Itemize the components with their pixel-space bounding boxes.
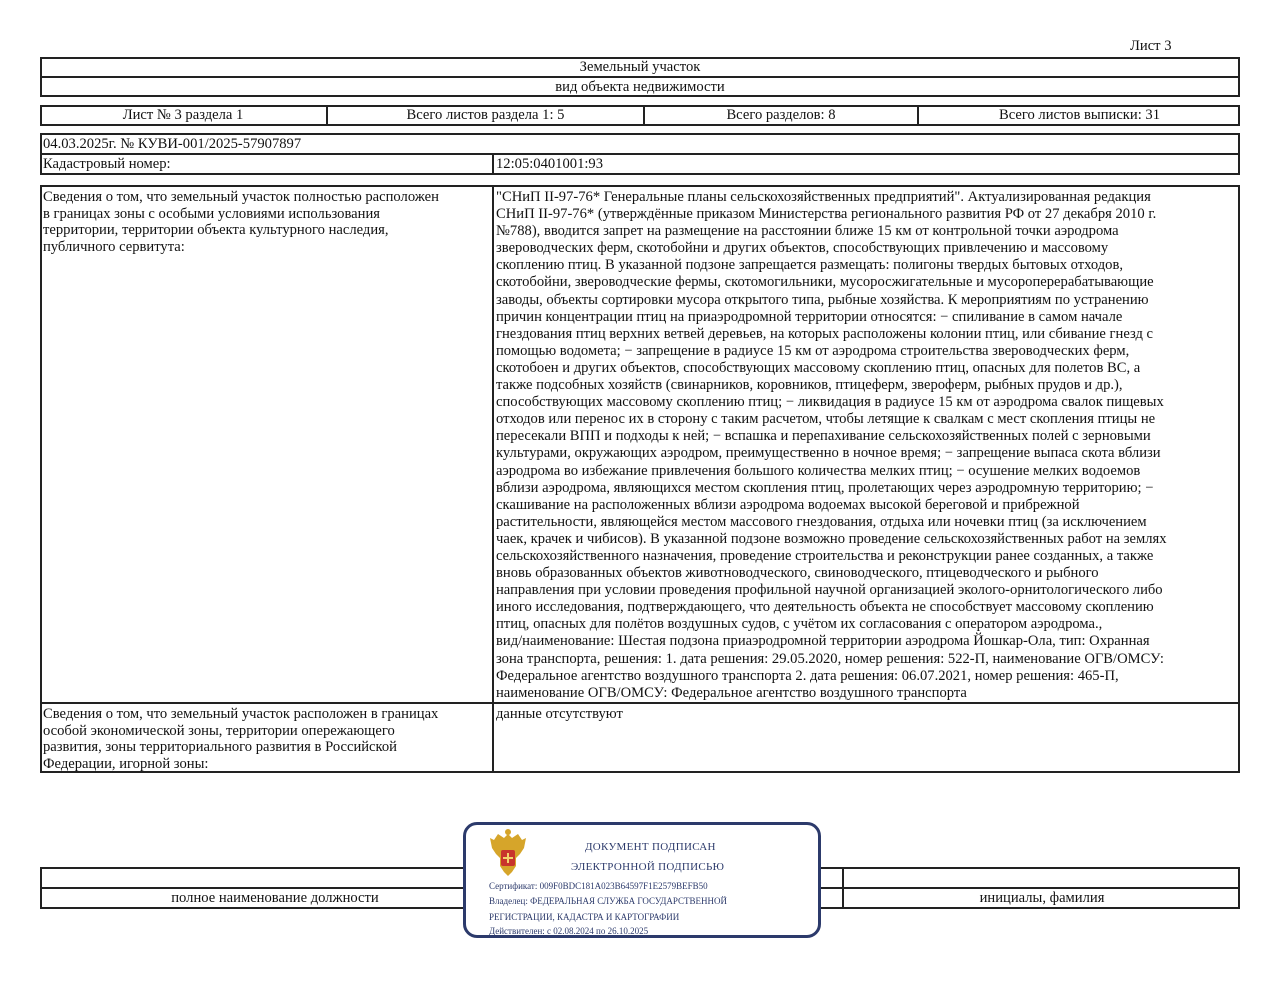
- stamp-owner-line-2: РЕГИСТРАЦИИ, КАДАСТРА И КАРТОГРАФИИ: [489, 912, 680, 922]
- zone-info-value: "СНиП II-97-76* Генеральные планы сельскохозяйственных предприятий". Актуализированная редакция СНиП II-97-76* (утверждённые приказом Министерства регионального развития РФ от 27 декабря 2010 г. №788), вводится запрет на размещение на расстоянии ближе 15 км от контрольной точки аэродрома звероводческих ферм, скотобойни и других объектов, способствующих привлечению и массовому скоплению птиц. В указанной подзоне запрещается размещать: полигоны твердых бытовых отходов, скотобойни, звероводческие фермы, скотомогильники, мусоросжигательные и мусороперерабатывающие заводы, объекты сортировки мусора открытого типа, рыбные хозяйства. К мероприятиям по устранению причин концентрации птиц на приаэродромной территории относятся: − спиливание в самом начале гнездования птиц верхних ветвей деревьев, на которых расположены колонии птиц, или сбивание гнезд с помощью водомета; − запрещение в радиусе 15 км от аэродрома строительства звероводческих ферм, скотобоен и других объектов, способствующих массовому скоплению птиц, опасных для полетов ВС, а также подсобных хозяйств (свинарников, коровников, птицеферм, звероферм, рыбных прудов и др.), способствующих массовому скоплению птиц; − ликвидация в радиусе 15 км от аэродрома свалок пищевых отходов или перенос их в сторону с таким расчетом, чтобы летящие к свалкам с мест скопления птицы не пересекали ВПП и подходы к ней; − вспашка и перепахивание сельскохозяйственных полей с зерновыми культурами, окружающих аэродром, преимущественно в ночное время; − запрещение выпаса скота вблизи аэродрома во избежание привлечения большого количества мелких птиц; − осушение мелких водоемов вблизи аэродрома, являющихся местом скопления птиц, пролетающих через аэродромную территорию; − скашивание на расположенных вблизи аэродрома водоемах высокой береговой и прибрежной растительности, являющейся местом массового гнездования, отдыха или ночевки птиц (за исключением чаек, крачек и чибисов). В указанной подзоне возможно проведение сельскохозяйственных работ на землях сельскохозяйственного назначения, проведение строительства и реконструкции ранее созданных, а также вновь образованных объектов животноводческого, свиноводческого, птицеводческого и рыбного направления при условии проведения профильной научной организацией эколого-орнитологического либо иного исследования, подтверждающего, что деятельность объекта не способствует массовому скоплению птиц, опасных для полётов воздушных судов, с учётом их согласования с оператором аэродрома., вид/наименование: Шестая подзона приаэродромной территории аэродрома Йошкар-Ола, тип: Охранная зона транспорта, решения: 1. дата решения: 29.05.2020, номер решения: 522-П, наименование ОГВ/ОМСУ: Федеральное агентство воздушного транспорта 2. дата решения: 06.07.2021, номер решения: 465-П, наименование ОГВ/ОМСУ: Федеральное агентство воздушного транспорта: [496, 189, 1167, 701]
- page-label: Лист 3: [1130, 38, 1172, 54]
- object-type-subtitle: вид объекта недвижимости: [555, 79, 725, 95]
- stamp-line-2: ЭЛЕКТРОННОЙ ПОДПИСЬЮ: [571, 861, 725, 873]
- sections-total: Всего разделов: 8: [726, 107, 836, 123]
- sheets-total: Всего листов выписки: 31: [998, 107, 1161, 123]
- stamp-validity: Действителен: с 02.08.2024 по 26.10.2025: [489, 926, 649, 936]
- electronic-signature-stamp: [463, 822, 821, 938]
- stamp-certificate: Сертификат: 009F0BDC181A023B64597F1E2579BEFB50: [489, 881, 708, 891]
- sheet-number: Лист № 3 раздела 1: [122, 107, 244, 123]
- double-headed-eagle-emblem-icon: [486, 828, 530, 878]
- stamp-owner-line-1: Владелец: ФЕДЕРАЛЬНАЯ СЛУЖБА ГОСУДАРСТВЕННОЙ: [489, 896, 728, 906]
- cadastral-label: Кадастровый номер:: [43, 156, 171, 172]
- zone-info-label: Сведения о том, что земельный участок полностью расположен в границах зоны с особыми условиями использования территории, территории объекта культурного наследия, публичного сервитута:: [43, 189, 439, 255]
- document-number: 04.03.2025г. № КУВИ-001/2025-57907897: [43, 136, 302, 152]
- economic-zone-label: Сведения о том, что земельный участок расположен в границах особой экономической зоны, территории опережающего развития, зоны территориального развития в Российской Федерации, игорной зоны:: [43, 706, 439, 772]
- object-type-title: Земельный участок: [579, 59, 701, 75]
- position-label: полное наименование должности: [171, 890, 379, 906]
- economic-zone-value: данные отсутствуют: [496, 706, 623, 722]
- initials-label: инициалы, фамилия: [979, 890, 1105, 906]
- cadastral-number: 12:05:0401001:93: [496, 156, 604, 172]
- stamp-line-1: ДОКУМЕНТ ПОДПИСАН: [585, 841, 716, 853]
- sheets-in-section: Всего листов раздела 1: 5: [406, 107, 565, 123]
